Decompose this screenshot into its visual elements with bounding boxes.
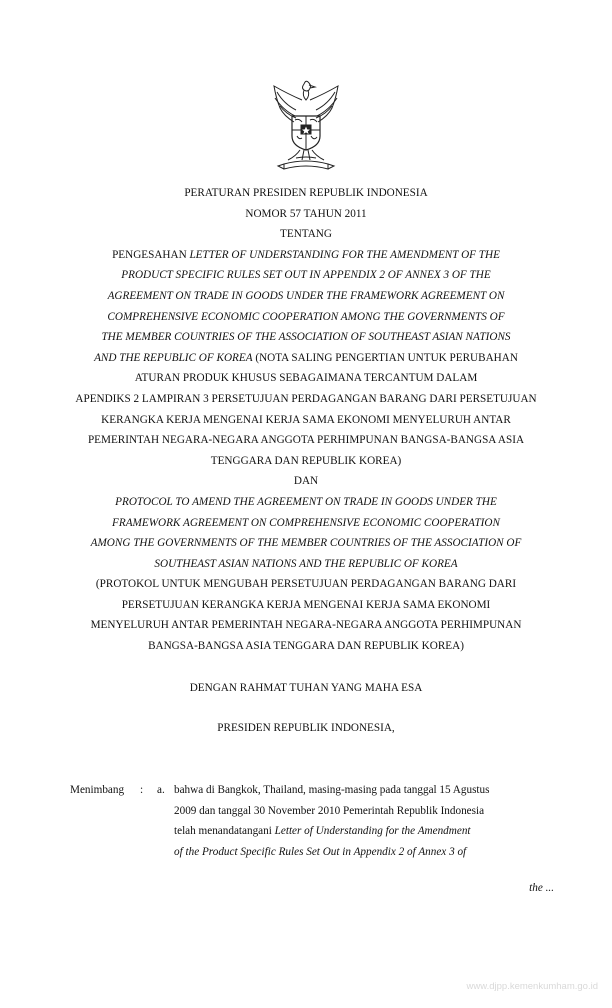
regulation-heading <box>40 183 572 657</box>
regulation-number: NOMOR 57 TAHUN 2011 <box>245 207 367 220</box>
considering-separator: : <box>140 784 144 796</box>
subject-line-9: KERANGKA KERJA MENGENAI KERJA SAMA EKONOMI MENYELURUH ANTAR <box>101 413 511 426</box>
subject-line-5: THE MEMBER COUNTRIES OF THE ASSOCIATION OF SOUTHEAST ASIAN NATIONS <box>101 331 511 344</box>
subject-prefix: PENGESAHAN <box>112 248 190 261</box>
subject-line-3: AGREEMENT ON TRADE IN GOODS UNDER THE FRAMEWORK AGREEMENT ON <box>107 289 505 302</box>
subject-line-13: FRAMEWORK AGREEMENT ON COMPREHENSIVE ECONOMIC COOPERATION <box>112 516 500 529</box>
subject-line-16: (PROTOKOL UNTUK MENGUBAH PERSETUJUAN PERDAGANGAN BARANG DARI <box>95 578 517 591</box>
considering-label: Menimbang <box>70 784 125 796</box>
subject-line-12: PROTOCOL TO AMEND THE AGREEMENT ON TRADE IN GOODS UNDER THE <box>115 495 497 508</box>
subject-and: DAN <box>293 475 319 488</box>
invocation: DENGAN RAHMAT TUHAN YANG MAHA ESA <box>189 682 423 694</box>
subject-line-1 <box>40 245 572 266</box>
subject-line-10: PEMERINTAH NEGARA-NEGARA ANGGOTA PERHIMPUNAN BANGSA-BANGSA ASIA <box>87 434 525 447</box>
considering-line-prefix: telah menandatangani <box>174 825 275 838</box>
subject-italic: AND THE REPUBLIC OF KOREA <box>94 351 253 364</box>
subject-line-14: AMONG THE GOVERNMENTS OF THE MEMBER COUNTRIES OF THE ASSOCIATION OF <box>90 537 522 550</box>
subject-italic: LETTER OF UNDERSTANDING FOR THE AMENDMENT OF THE <box>189 248 500 261</box>
considering-line: bahwa di Bangkok, Thailand, masing-masing pada tanggal 15 Agustus <box>174 784 490 796</box>
subject-line-19: BANGSA-BANGSA ASIA TENGGARA DAN REPUBLIK KOREA) <box>148 640 464 653</box>
considering-line <box>174 821 556 842</box>
watermark: www.djpp.kemenkumham.go.id <box>466 981 598 992</box>
page-continuation: the ... <box>529 882 554 894</box>
subject-line-7: ATURAN PRODUK KHUSUS SEBAGAIMANA TERCANTUM DALAM <box>134 372 478 385</box>
subject-line-4: COMPREHENSIVE ECONOMIC COOPERATION AMONG THE GOVERNMENTS OF <box>107 310 505 323</box>
subject-line-8: APENDIKS 2 LAMPIRAN 3 PERSETUJUAN PERDAGANGAN BARANG DARI PERSETUJUAN <box>75 392 537 405</box>
subject-line-11: TENGGARA DAN REPUBLIK KOREA) <box>210 454 402 467</box>
considering-line-italic: Letter of Understanding for the Amendment <box>274 825 471 838</box>
subject-line-2: PRODUCT SPECIFIC RULES SET OUT IN APPENDIX 2 OF ANNEX 3 OF THE <box>121 269 491 282</box>
considering-item-text <box>174 780 556 862</box>
subject-line-6 <box>40 348 572 369</box>
regulation-title: PERATURAN PRESIDEN REPUBLIK INDONESIA <box>184 187 428 199</box>
subject-rest: (NOTA SALING PENGERTIAN UNTUK PERUBAHAN <box>252 351 518 364</box>
garuda-pancasila-emblem <box>266 78 346 174</box>
considering-line: of the Product Specific Rules Set Out in Appendix 2 of Annex 3 of <box>174 845 467 858</box>
considering-line: 2009 dan tanggal 30 November 2010 Pemerintah Republik Indonesia <box>174 804 485 817</box>
subject-line-15: SOUTHEAST ASIAN NATIONS AND THE REPUBLIC OF KOREA <box>154 557 458 570</box>
subject-line-17: PERSETUJUAN KERANGKA KERJA MENGENAI KERJA SAMA EKONOMI <box>121 598 491 611</box>
considering-item-letter: a. <box>157 784 165 796</box>
subject-line-18: MENYELURUH ANTAR PEMERINTAH NEGARA-NEGARA ANGGOTA PERHIMPUNAN <box>90 619 522 632</box>
regulation-about: TENTANG <box>280 228 332 241</box>
president-title: PRESIDEN REPUBLIK INDONESIA, <box>217 722 395 734</box>
